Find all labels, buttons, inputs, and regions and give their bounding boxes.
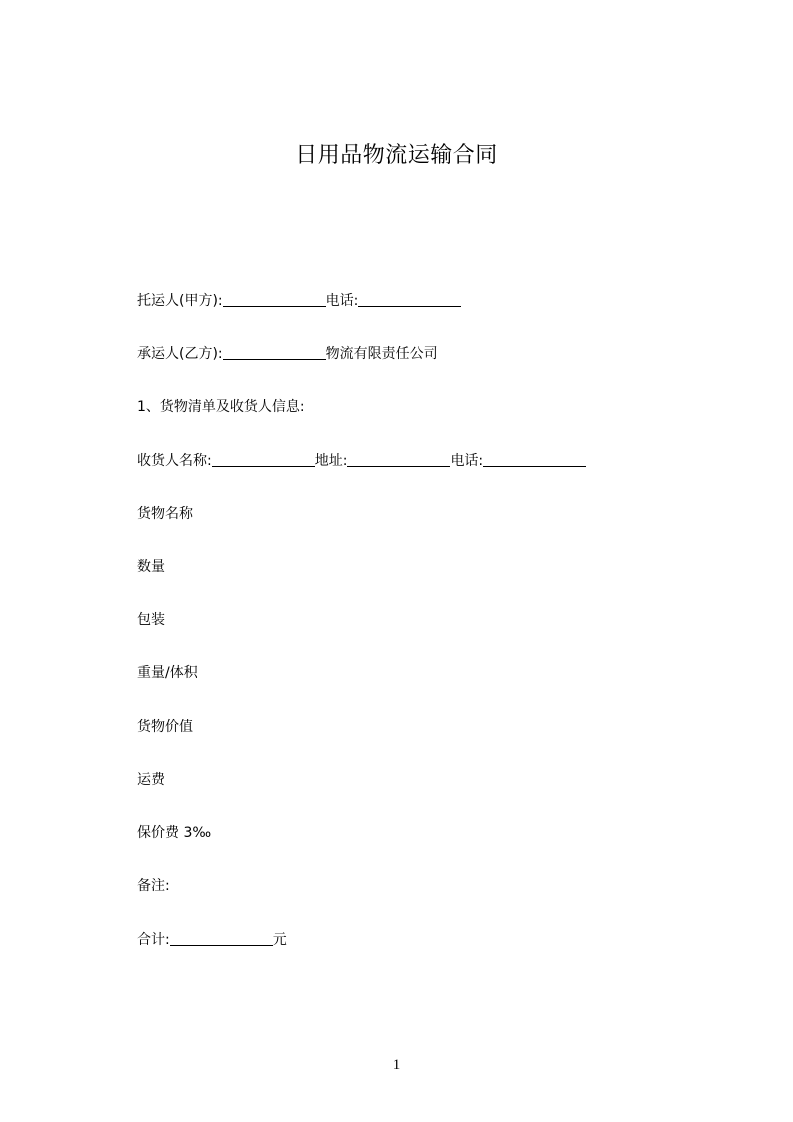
- carrier-label: 承运人(乙方):: [137, 346, 223, 362]
- consignee-name-label: 收货人名称:: [137, 453, 212, 469]
- consignee-name-blank[interactable]: [212, 452, 315, 467]
- item-packaging: 包装: [137, 612, 165, 628]
- consignee-phone-blank[interactable]: [483, 452, 586, 467]
- item-goods-name: 货物名称: [137, 506, 193, 522]
- consignee-address-label: 地址:: [314, 453, 348, 469]
- total-label: 合计:: [137, 932, 170, 948]
- shipper-phone-label: 电话:: [325, 293, 359, 309]
- item-freight: 运费: [137, 772, 165, 788]
- carrier-line: [137, 344, 438, 364]
- shipper-name-blank[interactable]: [223, 292, 326, 307]
- page-number: 1: [392, 1057, 401, 1073]
- section1-heading: 1、货物清单及收货人信息:: [137, 399, 305, 415]
- consignee-phone-label: 电话:: [450, 453, 484, 469]
- item-quantity: 数量: [137, 559, 165, 575]
- total-amount-blank[interactable]: [170, 931, 273, 946]
- shipper-phone-blank[interactable]: [358, 292, 461, 307]
- item-goods-value: 货物价值: [137, 719, 193, 735]
- shipper-line: [137, 291, 461, 311]
- total-line: [137, 930, 287, 950]
- consignee-line: [137, 451, 586, 471]
- consignee-address-blank[interactable]: [347, 452, 450, 467]
- item-remarks: 备注:: [137, 878, 170, 894]
- item-insurance-fee: 保价费 3‰: [137, 825, 212, 841]
- item-weight-volume: 重量/体积: [137, 665, 198, 681]
- carrier-suffix: 物流有限责任公司: [325, 346, 438, 362]
- carrier-name-blank[interactable]: [223, 345, 326, 360]
- document-title: 日用品物流运输合同: [295, 143, 498, 168]
- total-unit: 元: [272, 932, 287, 948]
- shipper-label: 托运人(甲方):: [137, 293, 223, 309]
